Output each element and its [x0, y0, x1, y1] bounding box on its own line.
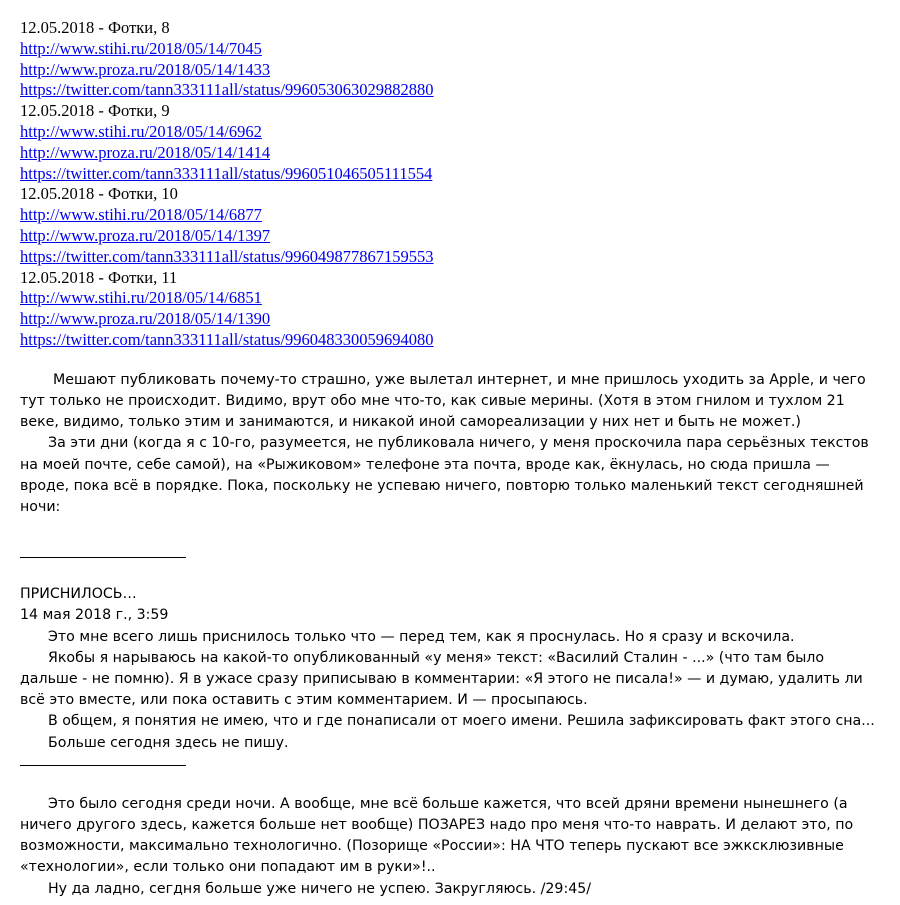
- stihi-link[interactable]: http://www.stihi.ru/2018/05/14/7045: [20, 38, 262, 58]
- stihi-link[interactable]: http://www.stihi.ru/2018/05/14/6962: [20, 121, 262, 141]
- article-body: [20, 370, 882, 900]
- group-date: 12.05.2018 - Фотки, 11: [20, 267, 178, 287]
- document: [20, 18, 882, 900]
- story: [20, 584, 882, 754]
- intro-paragraph: Мешают публиковать почему-то страшно, уже вылетал интернет, и мне пришлось уходить за Apple, и чего тут только не происходит. Видимо, врут обо мне что-то, как сивые мерины. (Хотя в этом гнилом и тухлом 21 веке, видимо, только этим и занимаются, и никакой иной самореализации у них нет и быть не может.): [20, 371, 866, 431]
- separator-line: [20, 557, 186, 558]
- link-group: [20, 18, 882, 101]
- proza-link[interactable]: http://www.proza.ru/2018/05/14/1390: [20, 309, 271, 329]
- group-date: 12.05.2018 - Фотки, 10: [20, 184, 178, 204]
- link-group: [20, 101, 882, 184]
- proza-link[interactable]: http://www.proza.ru/2018/05/14/1433: [20, 59, 271, 79]
- proza-link[interactable]: http://www.proza.ru/2018/05/14/1414: [20, 142, 271, 162]
- stihi-link[interactable]: http://www.stihi.ru/2018/05/14/6877: [20, 205, 262, 225]
- outro-paragraph: Ну да ладно, сегдня больше уже ничего не успею. Закругляюсь. /29:45/: [48, 880, 592, 897]
- story-paragraph: В общем, я понятия не имею, что и где понаписали от моего имени. Решила зафиксировать факт этого сна...: [48, 713, 875, 730]
- intro-paragraph: За эти дни (когда я с 10-го, разумеется, не публиковала ничего, у меня проскочила пара серьёзных текстов на моей почте, себе самой), на «Рыжиковом» телефоне эта почта, вроде как, ёкнулась, но сюда пришла — вроде, пока всё в порядке. Пока, поскольку не успеваю ничего, повторю только маленький текст сегодняшней ночи:: [20, 435, 869, 515]
- separator-line: [20, 765, 186, 766]
- group-date: 12.05.2018 - Фотки, 9: [20, 101, 170, 121]
- link-group: [20, 268, 882, 351]
- twitter-link[interactable]: https://twitter.com/tann333111all/status/996049877867159553: [20, 246, 434, 266]
- proza-link[interactable]: http://www.proza.ru/2018/05/14/1397: [20, 225, 271, 245]
- story-paragraph: Это мне всего лишь приснилось только что — перед тем, как я проснулась. Но я сразу и вскочила.: [48, 628, 795, 645]
- story-paragraph: Якобы я нарываюсь на какой-то опубликованный «у меня» текст: «Василий Сталин - ...» (что там было дальше - не помню). Я в ужасе сразу приписываю в комментарии: «Я этого не писала!» — и думаю, удалить ли всё это вместе, или пока оставить с этим комментарием. И — просыпаюсь.: [20, 649, 863, 709]
- story-title: ПРИСНИЛОСЬ…: [20, 586, 137, 603]
- stihi-link[interactable]: http://www.stihi.ru/2018/05/14/6851: [20, 288, 262, 308]
- story-datetime: 14 мая 2018 г., 3:59: [20, 607, 169, 624]
- story-paragraph: Больше сегодня здесь не пишу.: [48, 734, 289, 751]
- twitter-link[interactable]: https://twitter.com/tann333111all/status/996048330059694080: [20, 329, 434, 349]
- outro: [20, 794, 882, 900]
- twitter-link[interactable]: https://twitter.com/tann333111all/status/996051046505111554: [20, 163, 433, 183]
- group-date: 12.05.2018 - Фотки, 8: [20, 18, 170, 37]
- links-list: [20, 18, 882, 351]
- outro-paragraph: Это было сегодня среди ночи. А вообще, мне всё больше кажется, что всей дряни времени нынешнего (а ничего другого здесь, кажется больше нет вообще) ПОЗАРЕЗ надо про меня что-то наврать. И делают это, по возможности, максимально технологично. (Позорище «России»: НА ЧТО теперь пускают все эжксклюзивные «технологии», если только они попадают им в руки»!..: [20, 795, 854, 876]
- twitter-link[interactable]: https://twitter.com/tann333111all/status/996053063029882880: [20, 80, 434, 100]
- link-group: [20, 184, 882, 267]
